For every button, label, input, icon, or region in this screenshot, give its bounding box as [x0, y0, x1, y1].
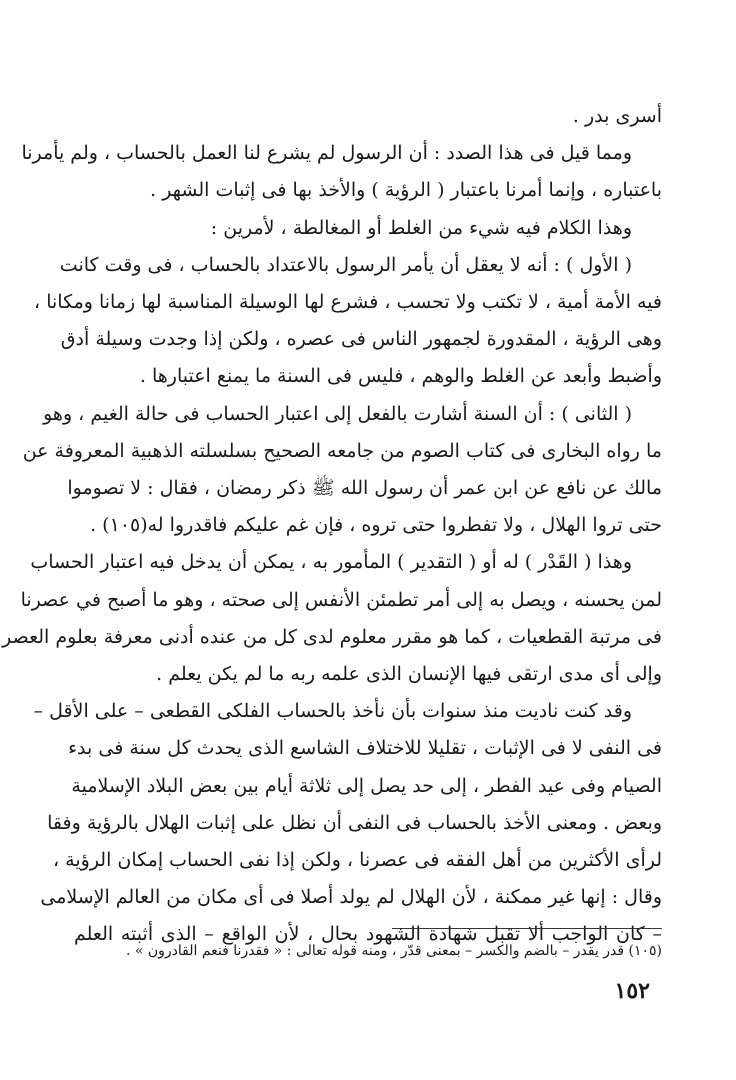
text-line: وهذا الكلام فيه شيء من الغلط أو المغالطة ، لأمرين : — [210, 216, 632, 239]
text-line: وهى الرؤية ، المقدورة لجمهور الناس فى عصره ، ولكن إذا وجدت وسيلة أدق — [60, 328, 662, 351]
text-line: ومما قيل فى هذا الصدد : أن الرسول لم يشرع لنا العمل بالحساب ، ولم يأمرنا — [21, 142, 632, 165]
text-line: وبعض . ومعنى الأخذ بالحساب فى النفى أن نظل على إثبات الهلال بالرؤية وفقا — [47, 811, 662, 834]
text-line: أسرى بدر . — [572, 105, 662, 127]
main-text — [2, 98, 662, 954]
text-line: ما رواه البخارى فى كتاب الصوم من جامعه الصحيح بسلسلته الذهبية المعروفة عن — [22, 439, 662, 462]
text-line: وإلى أى مدى ارتقى فيها الإنسان الذى علمه ربه ما لم يكن يعلم . — [156, 663, 662, 686]
text-line: مالك عن نافع عن ابن عمر أن رسول الله ﷺ ذكر رمضان ، فقال : لا تصوموا — [67, 477, 662, 500]
text-line: فيه الأمة أمية ، لا تكتب ولا تحسب ، فشرع لها الوسيلة المناسبة لها زمانا ومكانا ، — [34, 291, 662, 314]
text-line: وهذا ( القَدْر ) له أو ( التقدير ) المأمور به ، يمكن أن يدخل فيه اعتبار الحساب — [30, 551, 632, 574]
text-line: ( الثانى ) : أن السنة أشارت بالفعل إلى اعتبار الحساب فى حالة الغيم ، وهو — [43, 402, 632, 425]
text-line: فى النفى لا فى الإثبات ، تقليلا للاختلاف الشاسع الذى يحدث كل سنة فى بدء — [68, 737, 662, 760]
footnote: (١٠٥) قدر يقدر – بالضم والكسر – بمعنى قدّر ، ومنه قوله تعالى : « فقدرنا فنعم القادرون » . — [125, 943, 662, 959]
text-line: الصيام وفى عيد الفطر ، إلى حد يصل إلى ثلاثة أيام بين بعض البلاد الإسلامية — [71, 774, 662, 797]
text-line: لمن يحسنه ، ويصل به إلى أمر تطمئن الأنفس إلى صحته ، وهو ما أصبح في عصرنا — [20, 588, 662, 611]
footnote-divider — [392, 928, 662, 929]
text-line: فى مرتبة القطعيات ، كما هو مقرر معلوم لدى كل من عنده أدنى معرفة بعلوم العصر — [2, 625, 662, 648]
text-line: ( الأول ) : أنه لا يعقل أن يأمر الرسول بالاعتداد بالحساب ، فى وقت كانت — [59, 253, 632, 276]
text-line: لرأى الأكثرين من أهل الفقه فى عصرنا ، ولكن إذا نفى الحساب إمكان الرؤية ، — [53, 849, 662, 872]
text-line: – كان الواجب ألا تقبل شهادة الشهود بحال ، لأن الواقع – الذى أثبته العلم — [74, 923, 662, 946]
text-line: باعتباره ، وإنما أمرنا باعتبار ( الرؤية ) والأخذ بها فى إثبات الشهر . — [150, 179, 662, 202]
text-line: حتى تروا الهلال ، ولا تفطروا حتى تروه ، فإن غم عليكم فاقدروا له(١٠٥) . — [90, 514, 662, 537]
page-number: ١٥٢ — [614, 978, 650, 1004]
text-line: وقد كنت ناديت منذ سنوات بأن نأخذ بالحساب الفلكى القطعى – على الأقل – — [33, 700, 632, 723]
text-line: وأضبط وأبعد عن الغلط والوهم ، فليس فى السنة ما يمنع اعتبارها . — [139, 365, 662, 388]
text-line: وقال : إنها غير ممكنة ، لأن الهلال لم يولد أصلا فى أى مكان من العالم الإسلامى — [40, 886, 662, 909]
